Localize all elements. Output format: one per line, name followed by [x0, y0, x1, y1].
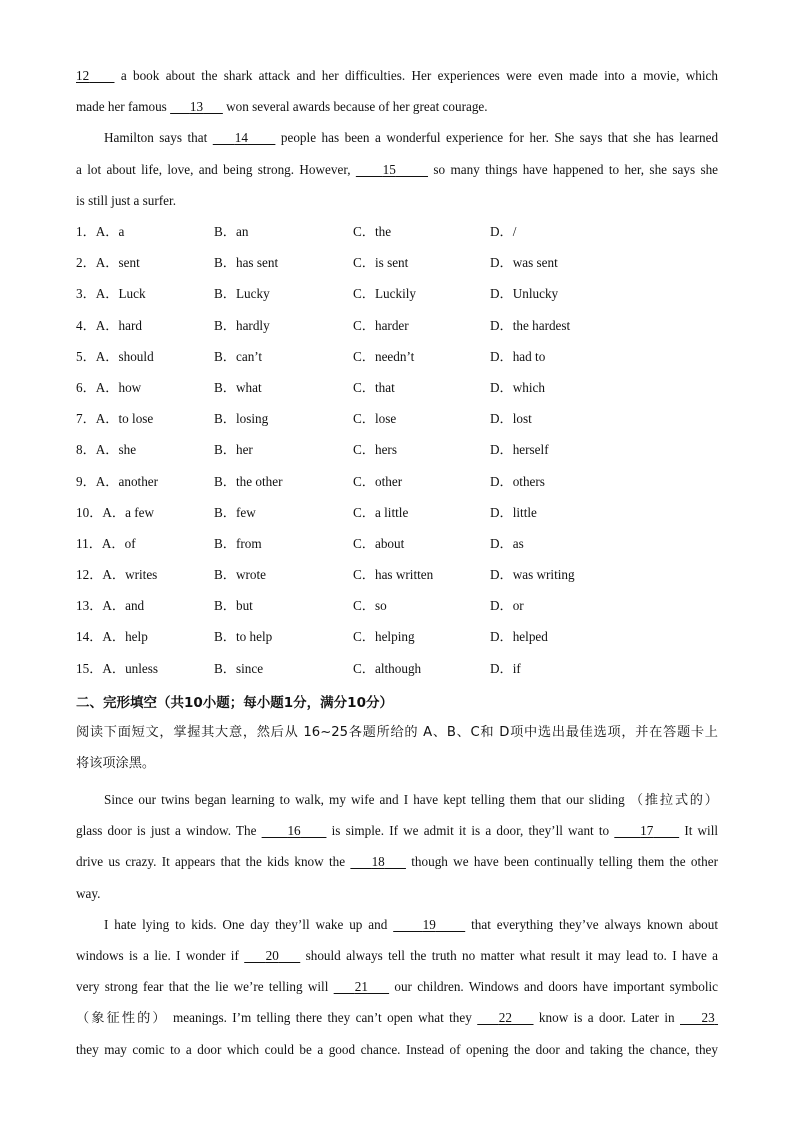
- blank-13: 13: [189, 99, 204, 115]
- option-d: D．was sent: [490, 255, 558, 271]
- option-b: B．can’t: [214, 348, 263, 364]
- option-row: [76, 661, 736, 692]
- passage-line: [76, 99, 718, 130]
- option-c: C．is sent: [353, 255, 409, 271]
- option-c: C．helping: [353, 629, 415, 645]
- option-row: [76, 411, 736, 442]
- option-b: B．few: [214, 504, 256, 520]
- option-b: B．what: [214, 379, 262, 395]
- passage-text: made her famous: [76, 99, 167, 115]
- option-b: B．the other: [214, 473, 283, 489]
- option-a: 10．A．a few: [76, 504, 155, 520]
- passage-text: that everything they’ve always known about: [471, 916, 719, 932]
- passage-text: Hamilton says that: [104, 130, 208, 146]
- option-d: D．had to: [490, 348, 546, 364]
- option-c: C．a little: [353, 504, 409, 520]
- option-c: C．other: [353, 473, 403, 489]
- blank-18: 18: [371, 854, 385, 870]
- passage-text: know is a door. Later in: [538, 1010, 675, 1026]
- option-b: B．from: [214, 535, 262, 551]
- passage-text: they may comic to a door which could be a good chance. Instead of opening the door and taking the chance, they: [76, 1041, 718, 1057]
- passage-text: a lot about life, love, and being strong. However,: [76, 161, 351, 177]
- section-instructions: [76, 725, 718, 787]
- option-a: 3．A．Luck: [76, 286, 146, 302]
- option-row: [76, 318, 736, 349]
- blank-19: 19: [422, 916, 436, 932]
- option-a: 8．A．she: [76, 442, 137, 458]
- option-d: D．/: [490, 224, 517, 239]
- passage-text: a book about the shark attack and her difficulties. Her experiences were even made into a movie, which: [120, 68, 719, 83]
- passage-line: [76, 917, 718, 948]
- passage-line: [76, 193, 718, 224]
- option-c: C．harder: [353, 317, 409, 333]
- option-a: 1．A．a: [76, 224, 125, 239]
- option-c: C．so: [353, 598, 387, 614]
- option-c: C．lose: [353, 411, 397, 427]
- blank-12: 12: [76, 68, 90, 83]
- option-c: C．has written: [353, 567, 434, 583]
- option-c: C．although: [353, 660, 422, 676]
- option-a: 12．A．writes: [76, 567, 158, 583]
- option-b: B．has sent: [214, 255, 279, 271]
- section-heading: 二、完形填空（共10小题；每小题1分，满分10分）: [76, 695, 393, 711]
- blank-23: 23: [701, 1010, 715, 1026]
- passage-text: drive us crazy. It appears that the kids know the: [76, 854, 346, 870]
- option-b: B．hardly: [214, 317, 270, 333]
- option-c: C．that: [353, 379, 395, 395]
- option-a: 13．A．and: [76, 598, 145, 614]
- passage-line: [76, 1010, 718, 1041]
- option-row: [76, 255, 736, 286]
- passage-text: glass door is just a window. The: [76, 823, 257, 839]
- passage-line: [76, 823, 718, 854]
- option-c: C．Luckily: [353, 286, 417, 302]
- passage-text: though we have been continually telling them the other: [411, 854, 719, 870]
- option-d: D．the hardest: [490, 317, 571, 333]
- option-b: B．an: [214, 224, 249, 239]
- option-d: D．was writing: [490, 567, 575, 583]
- blank-17: 17: [640, 823, 654, 839]
- option-row: [76, 380, 736, 411]
- option-row: [76, 567, 736, 598]
- option-row: [76, 286, 736, 317]
- passage-text: It will: [684, 823, 719, 839]
- option-d: D．helped: [490, 629, 548, 645]
- option-a: 4．A．hard: [76, 317, 142, 333]
- passage-line: [76, 68, 718, 99]
- passage-text: very strong fear that the lie we’re telling will: [76, 979, 329, 995]
- passage-text: windows is a lie. I wonder if: [76, 947, 239, 963]
- passage-text: is still just a surfer.: [76, 192, 177, 208]
- option-row: [76, 349, 736, 380]
- option-row: [76, 536, 736, 567]
- option-d: D．others: [490, 473, 545, 489]
- option-d: D．or: [490, 598, 524, 614]
- blank-21: 21: [354, 979, 368, 995]
- passage-text: I hate lying to kids. One day they’ll wake up and: [104, 916, 388, 932]
- option-b: B．her: [214, 442, 253, 458]
- passage-line: [76, 886, 718, 917]
- instruction-line: 阅读下面短文，掌握其大意，然后从 16~25各题所给的 A、B、C和 D项中选出最佳选项，并在答题卡上: [76, 725, 718, 740]
- option-d: D．little: [490, 504, 537, 520]
- option-a: 11．A．of: [76, 535, 136, 551]
- option-b: B．to help: [214, 629, 273, 645]
- option-row: [76, 505, 736, 536]
- blank-15: 15: [382, 161, 396, 177]
- option-d: D．Unlucky: [490, 286, 559, 302]
- option-d: D．as: [490, 535, 524, 551]
- passage-line: [76, 1042, 718, 1073]
- option-d: D．lost: [490, 411, 532, 427]
- passage-line: [76, 854, 718, 885]
- option-d: D．if: [490, 660, 521, 676]
- passage-line: [76, 130, 718, 161]
- option-a: 2．A．sent: [76, 255, 140, 271]
- passage-text: our children. Windows and doors have important symbolic: [394, 979, 719, 995]
- option-b: B．but: [214, 598, 253, 614]
- option-c: C．about: [353, 535, 405, 551]
- passage-line: [76, 792, 718, 823]
- option-b: B．since: [214, 660, 264, 676]
- passage-top: [76, 68, 718, 224]
- option-a: 5．A．should: [76, 348, 154, 364]
- instruction-line: 将该项涂黑。: [76, 756, 156, 772]
- passage-text: people has been a wonderful experience for her. She says that she has learned: [280, 130, 719, 146]
- option-b: B．losing: [214, 411, 269, 427]
- option-a: 9．A．another: [76, 473, 159, 489]
- option-row: [76, 442, 736, 473]
- option-row: [76, 474, 736, 505]
- options-list: [76, 224, 736, 692]
- passage-cloze: [76, 792, 718, 1073]
- option-c: C．hers: [353, 442, 397, 458]
- option-b: B．wrote: [214, 567, 267, 583]
- option-b: B．Lucky: [214, 286, 270, 302]
- blank-20: 20: [265, 947, 279, 963]
- option-row: [76, 224, 736, 255]
- option-d: D．herself: [490, 442, 549, 458]
- option-a: 15．A．unless: [76, 660, 159, 676]
- option-row: [76, 598, 736, 629]
- option-row: [76, 629, 736, 660]
- option-d: D．which: [490, 379, 545, 395]
- blank-22: 22: [498, 1010, 512, 1026]
- passage-text: （象征性的） meanings. I’m telling there they can’t open what they: [76, 1010, 472, 1026]
- option-c: C．the: [353, 224, 392, 239]
- option-a: 6．A．how: [76, 379, 142, 395]
- blank-16: 16: [287, 823, 301, 839]
- blank-14: 14: [234, 130, 248, 146]
- passage-text: Since our twins began learning to walk, my wife and I have kept telling them that our sliding （推拉式的）: [104, 792, 718, 807]
- passage-line: [76, 979, 718, 1010]
- option-c: C．needn’t: [353, 348, 415, 364]
- passage-text: so many things have happened to her, she says she: [433, 161, 719, 177]
- option-a: 7．A．to lose: [76, 411, 154, 427]
- option-a: 14．A．help: [76, 629, 148, 645]
- passage-text: way.: [76, 885, 101, 901]
- passage-text: is simple. If we admit it is a door, they’ll want to: [331, 823, 610, 839]
- passage-text: won several awards because of her great courage.: [226, 99, 488, 115]
- passage-text: should always tell the truth no matter what result it may lead to. I have a: [305, 947, 719, 963]
- passage-line: [76, 162, 718, 193]
- passage-line: [76, 948, 718, 979]
